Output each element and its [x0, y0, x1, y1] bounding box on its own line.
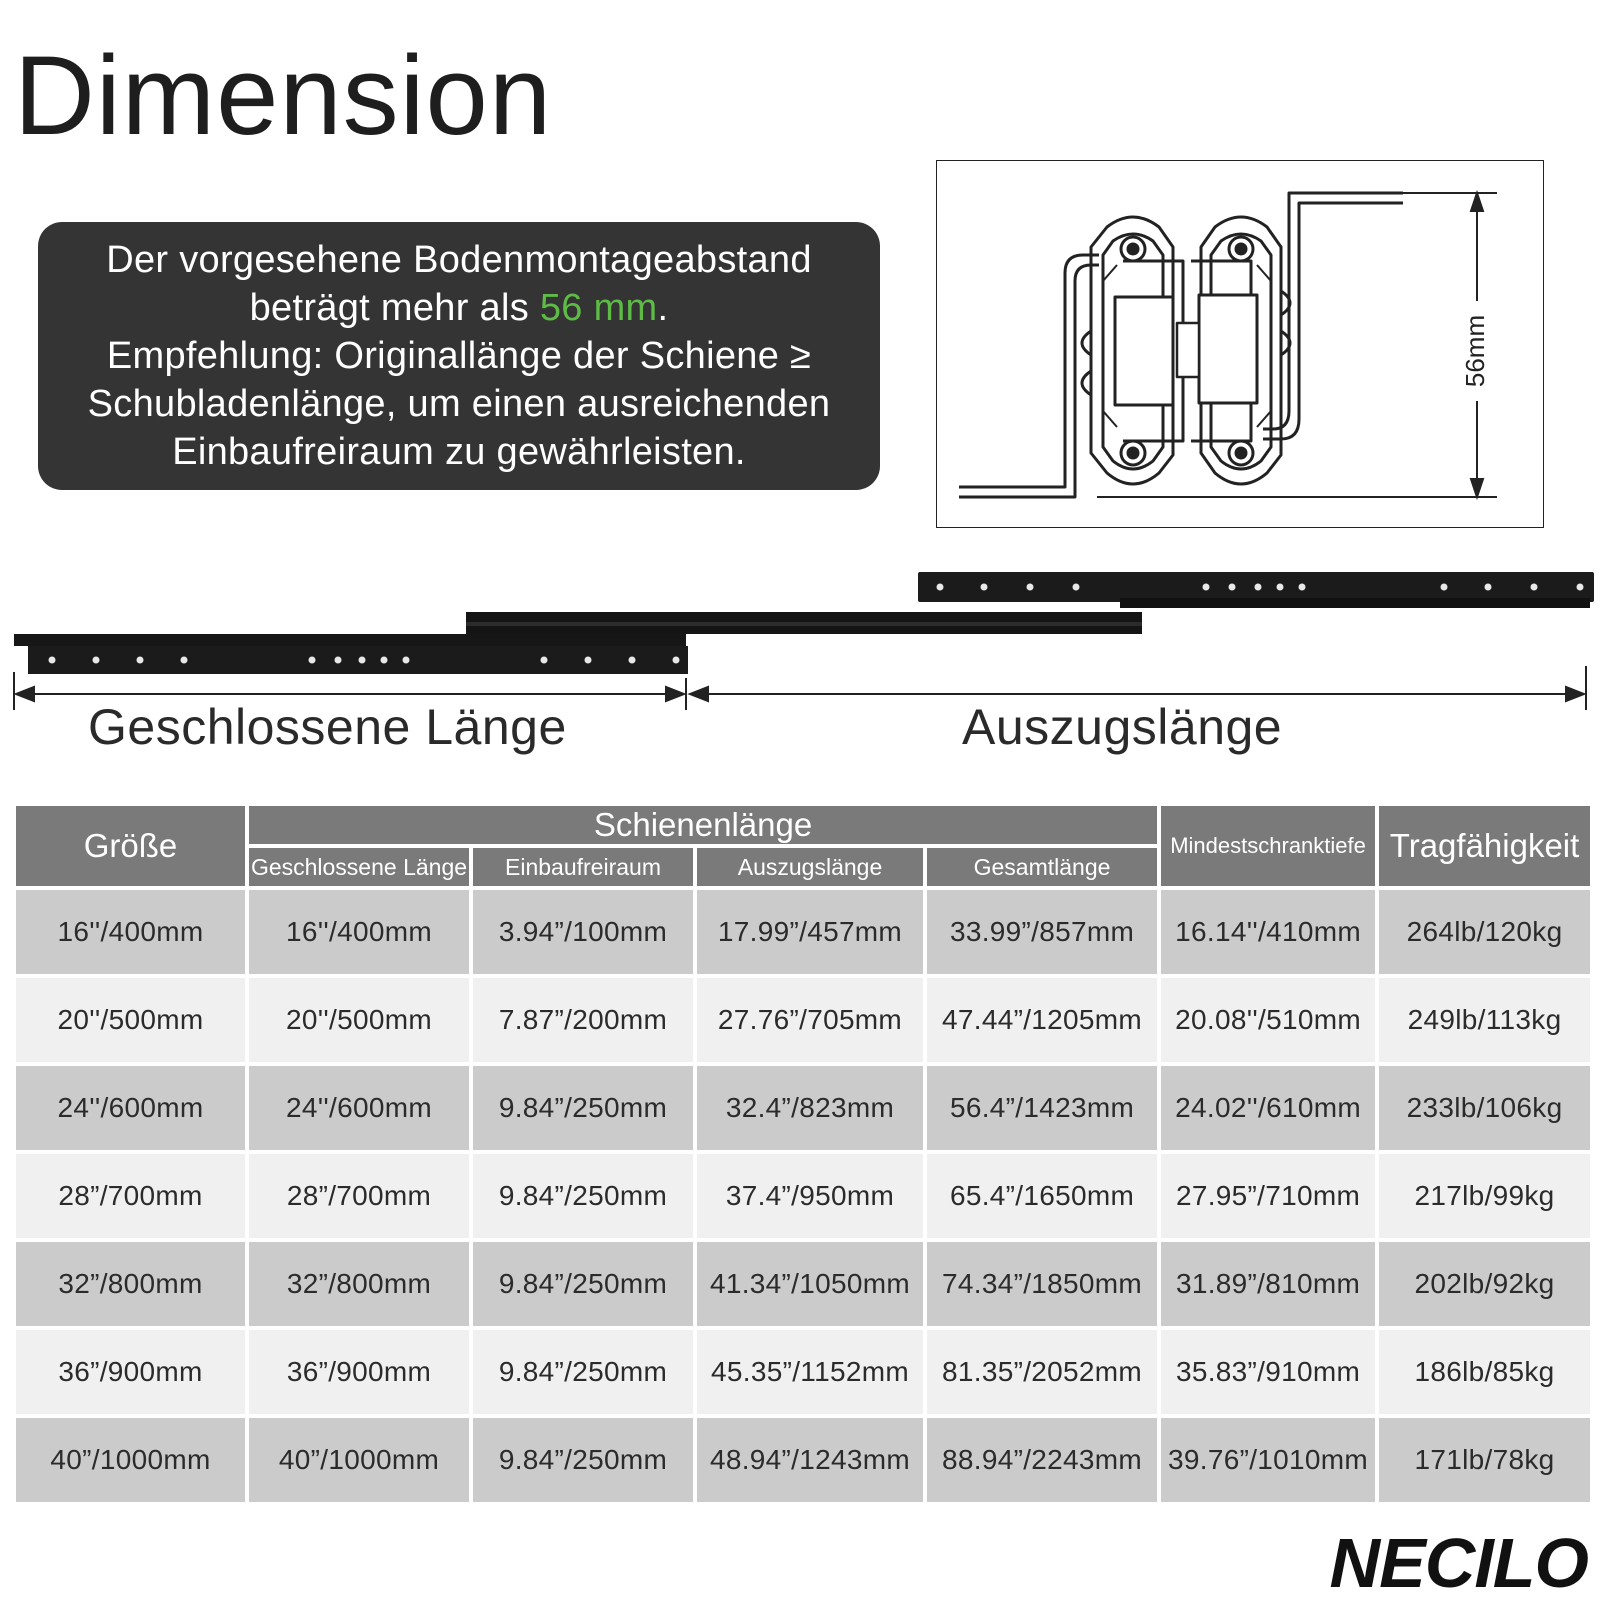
note-line-2-suffix: .: [657, 287, 669, 329]
cell-closed: 16''/400mm: [249, 890, 469, 974]
cell-extension: 17.99”/457mm: [697, 890, 923, 974]
note-highlight-distance: 56 mm: [539, 287, 658, 329]
cell-min-depth: 31.89”/810mm: [1161, 1242, 1375, 1326]
note-line-2: [250, 284, 669, 332]
slide-rail-illustration: [0, 570, 1600, 710]
header-load-capacity: Tragfähigkeit: [1379, 806, 1590, 886]
cell-total: 74.34”/1850mm: [927, 1242, 1157, 1326]
mounting-note-box: [38, 222, 880, 490]
header-size: Größe: [16, 806, 245, 886]
note-line-4: Schubladenlänge, um einen ausreichenden: [87, 383, 831, 425]
cell-extension: 48.94”/1243mm: [697, 1418, 923, 1502]
cell-closed: 24''/600mm: [249, 1066, 469, 1150]
cell-min-depth: 39.76”/1010mm: [1161, 1418, 1375, 1502]
cell-size: 32”/800mm: [16, 1242, 245, 1326]
cell-extension: 45.35”/1152mm: [697, 1330, 923, 1414]
cell-size: 28”/700mm: [16, 1154, 245, 1238]
header-min-cabinet-depth: Mindestschranktiefe: [1161, 806, 1375, 886]
cell-total: 88.94”/2243mm: [927, 1418, 1157, 1502]
header-total-length: Gesamtlänge: [927, 848, 1157, 886]
cell-closed: 40”/1000mm: [249, 1418, 469, 1502]
page-title: Dimension: [14, 33, 553, 158]
table-row: [16, 1418, 1590, 1502]
cross-section-drawing: [937, 161, 1543, 527]
cell-clearance: 9.84”/250mm: [473, 1242, 693, 1326]
cell-clearance: 9.84”/250mm: [473, 1066, 693, 1150]
specification-table: [12, 802, 1594, 1506]
cell-capacity: 217lb/99kg: [1379, 1154, 1590, 1238]
closed-length-label: Geschlossene Länge: [88, 699, 567, 755]
height-dimension-label: 56mm: [1459, 314, 1490, 388]
note-line-3: Empfehlung: Originallänge der Schiene ≥: [106, 335, 812, 377]
cell-clearance: 9.84”/250mm: [473, 1154, 693, 1238]
cell-capacity: 249lb/113kg: [1379, 978, 1590, 1062]
cell-min-depth: 16.14''/410mm: [1161, 890, 1375, 974]
cell-size: 36”/900mm: [16, 1330, 245, 1414]
cell-min-depth: 35.83”/910mm: [1161, 1330, 1375, 1414]
cell-total: 56.4”/1423mm: [927, 1066, 1157, 1150]
cell-capacity: 202lb/92kg: [1379, 1242, 1590, 1326]
header-installation-clearance: Einbaufreiraum: [473, 848, 693, 886]
cell-size: 40”/1000mm: [16, 1418, 245, 1502]
cell-closed: 28”/700mm: [249, 1154, 469, 1238]
cell-capacity: 186lb/85kg: [1379, 1330, 1590, 1414]
cell-size: 16''/400mm: [16, 890, 245, 974]
cell-min-depth: 27.95”/710mm: [1161, 1154, 1375, 1238]
cell-extension: 27.76”/705mm: [697, 978, 923, 1062]
table-row: [16, 890, 1590, 974]
cell-closed: 32”/800mm: [249, 1242, 469, 1326]
header-closed-length: Geschlossene Länge: [249, 848, 469, 886]
cell-total: 47.44”/1205mm: [927, 978, 1157, 1062]
note-line-1: Der vorgesehene Bodenmontageabstand: [106, 239, 812, 281]
cell-clearance: 3.94”/100mm: [473, 890, 693, 974]
cell-closed: 20''/500mm: [249, 978, 469, 1062]
cell-extension: 37.4”/950mm: [697, 1154, 923, 1238]
cell-min-depth: 24.02''/610mm: [1161, 1066, 1375, 1150]
cell-clearance: 9.84”/250mm: [473, 1418, 693, 1502]
rail-cross-section-diagram: [936, 160, 1544, 528]
cell-size: 20''/500mm: [16, 978, 245, 1062]
header-extension-length: Auszugslänge: [697, 848, 923, 886]
cell-extension: 41.34”/1050mm: [697, 1242, 923, 1326]
note-line-2-prefix: beträgt mehr als: [249, 287, 540, 329]
extension-length-label: Auszugslänge: [962, 699, 1283, 755]
cell-total: 33.99”/857mm: [927, 890, 1157, 974]
cell-capacity: 171lb/78kg: [1379, 1418, 1590, 1502]
table-row: [16, 1154, 1590, 1238]
cell-clearance: 9.84”/250mm: [473, 1330, 693, 1414]
cell-capacity: 233lb/106kg: [1379, 1066, 1590, 1150]
cell-clearance: 7.87”/200mm: [473, 978, 693, 1062]
table-row: [16, 978, 1590, 1062]
cell-capacity: 264lb/120kg: [1379, 890, 1590, 974]
cell-extension: 32.4”/823mm: [697, 1066, 923, 1150]
brand-logo: NECILO: [1329, 1524, 1588, 1602]
table-row: [16, 1242, 1590, 1326]
note-line-5: Einbaufreiraum zu gewährleisten.: [172, 431, 746, 473]
cell-size: 24''/600mm: [16, 1066, 245, 1150]
header-rail-length-group: Schienenlänge: [249, 806, 1157, 844]
cell-total: 65.4”/1650mm: [927, 1154, 1157, 1238]
table-body: [16, 890, 1590, 1502]
cell-total: 81.35”/2052mm: [927, 1330, 1157, 1414]
cell-min-depth: 20.08''/510mm: [1161, 978, 1375, 1062]
cell-closed: 36”/900mm: [249, 1330, 469, 1414]
table-row: [16, 1330, 1590, 1414]
table-row: [16, 1066, 1590, 1150]
